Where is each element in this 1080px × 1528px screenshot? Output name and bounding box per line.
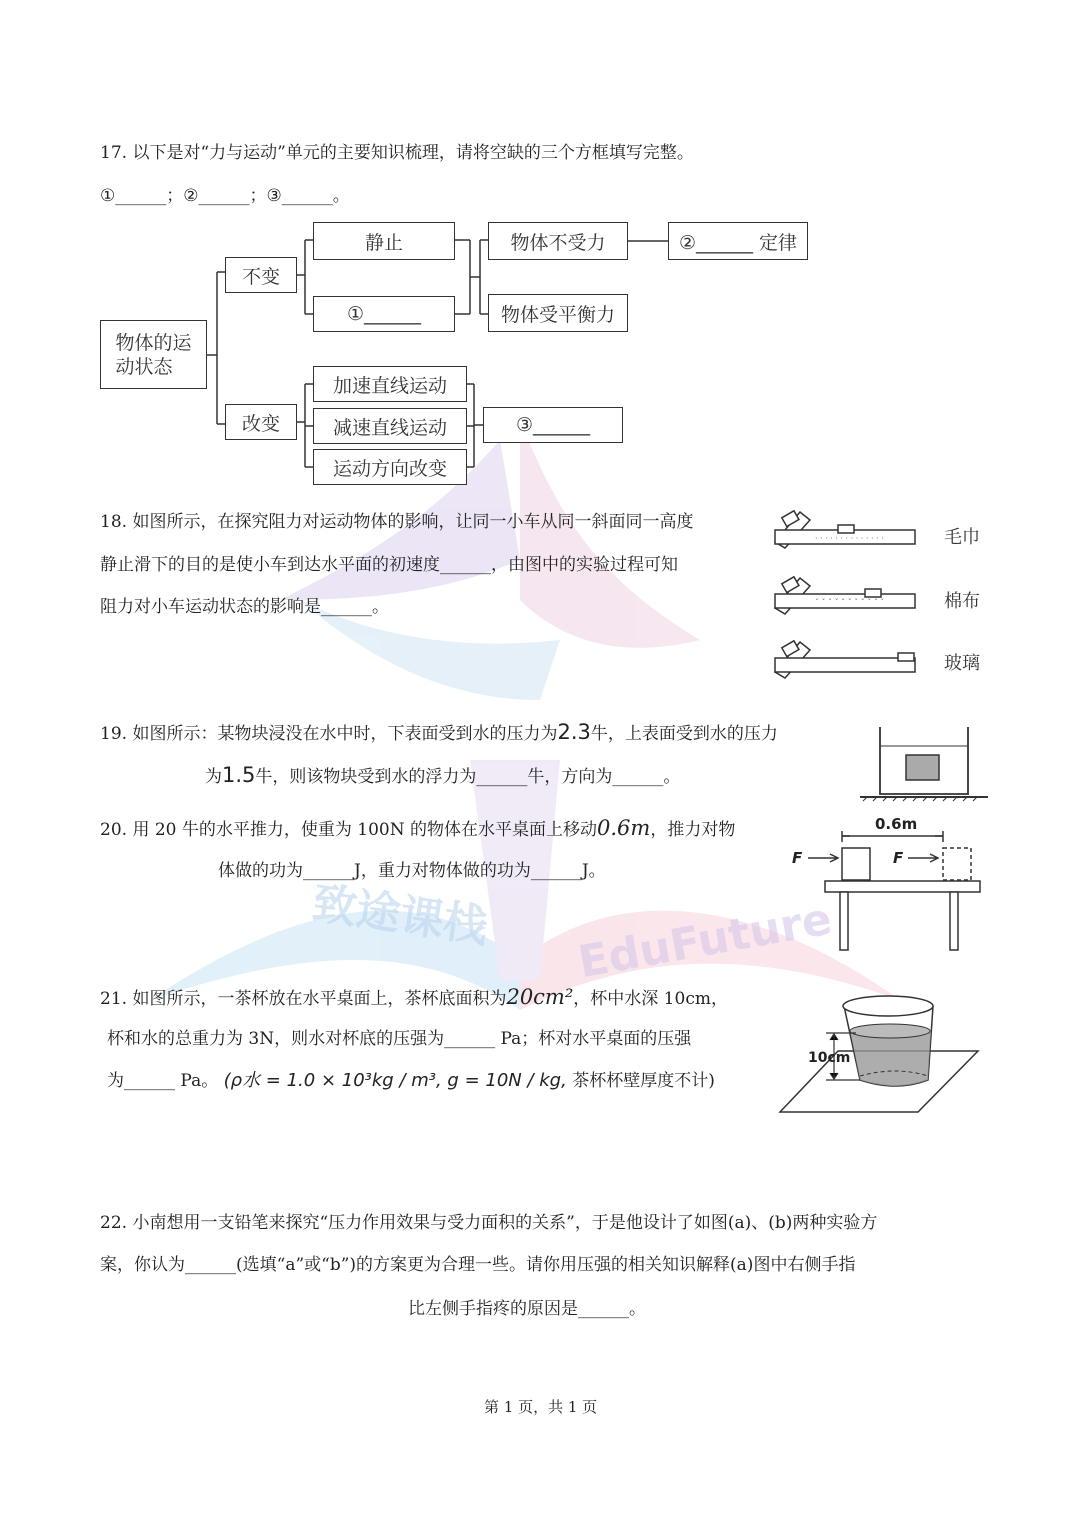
q19-beaker-figure	[858, 722, 990, 802]
q21-line1a: 21. 如图所示，一茶杯放在水平桌面上，茶杯底面积为	[100, 989, 507, 1009]
svg-text:ˇ ˇ ˇ ˇ ˇ ˇ ˇ ˇ ˇ ˇ ˇ: ˇ ˇ ˇ ˇ ˇ ˇ ˇ ˇ ˇ ˇ ˇ	[815, 598, 885, 607]
q19-value1: 2.3	[557, 720, 591, 744]
q20-fig-force-left: F	[792, 849, 803, 867]
diagram-changed: 改变	[225, 404, 297, 440]
q20-line1a: 20. 用 20 牛的水平推力，使重为 100N 的物体在水平桌面上移动	[100, 820, 598, 840]
q21-formula: (ρ水 = 1.0 × 10³kg / m³, g = 10N / kg,	[223, 1070, 567, 1091]
watermark-cn: 致途课栈	[309, 877, 491, 953]
diagram-rest: 静止	[313, 222, 455, 260]
q22-line3: 比左侧手指疼的原因是______。	[408, 1299, 646, 1319]
q17-line1: 17. 以下是对“力与运动”单元的主要知识梳理，请将空缺的三个方框填写完整。	[100, 143, 694, 163]
q19-line1-text: 19. 如图所示：某物块浸没在水中时，下表面受到水的压力为	[100, 724, 558, 744]
diagram-direction: 运动方向改变	[313, 449, 467, 485]
q21-line1	[100, 987, 728, 1009]
diagram-root: 物体的运 动状态	[100, 320, 207, 389]
q20-fig-distance: 0.6m	[875, 815, 918, 833]
q21-line3	[107, 1071, 715, 1091]
diagram-blank2: ②______ 定律	[668, 222, 808, 260]
diagram-blank3: ③______	[483, 407, 623, 443]
q20-line1b: ，推力对物	[650, 820, 736, 840]
q22-line1: 22. 小南想用一支铅笔来探究“压力作用效果与受力面积的关系”，于是他设计了如图(a)、(b)两种实验方	[100, 1213, 878, 1233]
q17-line2: ①______；②______；③______。	[100, 186, 350, 206]
page-footer: 第 1 页，共 1 页	[484, 1398, 598, 1416]
diagram-no-force: 物体不受力	[488, 222, 628, 260]
q18-line3: 阻力对小车运动状态的影响是______。	[100, 597, 389, 617]
diagram-decel: 减速直线运动	[313, 408, 467, 444]
surface-towel: 毛巾	[944, 527, 980, 548]
surface-cotton: 棉布	[944, 591, 980, 612]
q18-line1: 18. 如图所示，在探究阻力对运动物体的影响，让同一小车从同一斜面同一高度	[100, 512, 694, 532]
q20-table-figure	[790, 810, 985, 955]
surface-glass: 玻璃	[944, 653, 980, 674]
diagram-unchanged: 不变	[225, 257, 297, 293]
q21-line2: 杯和水的总重力为 3N，则水对杯底的压强为______ Pa；杯对水平桌面的压强	[107, 1029, 692, 1049]
q20-line1	[100, 818, 735, 840]
q21-fig-depth: 10cm	[808, 1050, 851, 1066]
q21-line3b: 茶杯杯壁厚度不计)	[572, 1071, 715, 1091]
diagram-balanced: 物体受平衡力	[488, 294, 628, 332]
diagram-accel: 加速直线运动	[313, 366, 467, 402]
q19-value2: 1.5	[222, 763, 256, 787]
q21-area: 20cm²	[506, 985, 574, 1009]
q19-line2b: 牛，则该物块受到水的浮力为______牛，方向为______。	[255, 767, 681, 787]
watermark-en: EduFuture	[574, 893, 836, 989]
q19-line2a: 为	[205, 767, 222, 787]
q19-line1b: 牛，上表面受到水的压力	[590, 724, 778, 744]
q20-value: 0.6m	[597, 816, 651, 840]
q18-ramp-figures	[770, 500, 950, 690]
diagram-connectors	[0, 0, 1080, 520]
q20-fig-force-right: F	[893, 849, 904, 867]
q21-line1b: ，杯中水深 10cm，	[573, 989, 728, 1009]
q21-line3a: 为______ Pa。	[107, 1071, 219, 1091]
svg-text:· · · · · · · · · · · · · ·: · · · · · · · · · · · · · ·	[815, 534, 884, 543]
q20-line2: 体做的功为______J，重力对物体做的功为______J。	[218, 861, 606, 881]
diagram-blank1: ①______	[313, 296, 455, 332]
q21-cup-figure	[778, 988, 980, 1116]
q18-line2: 静止滑下的目的是使小车到达水平面的初速度______，由图中的实验过程可知	[100, 555, 678, 575]
q19-line2	[205, 765, 680, 787]
q19-line1	[100, 722, 778, 744]
q22-line2: 案，你认为______(选填“a”或“b”)的方案更为合理一些。请你用压强的相关知识解释(a)图中右侧手指	[100, 1255, 856, 1275]
